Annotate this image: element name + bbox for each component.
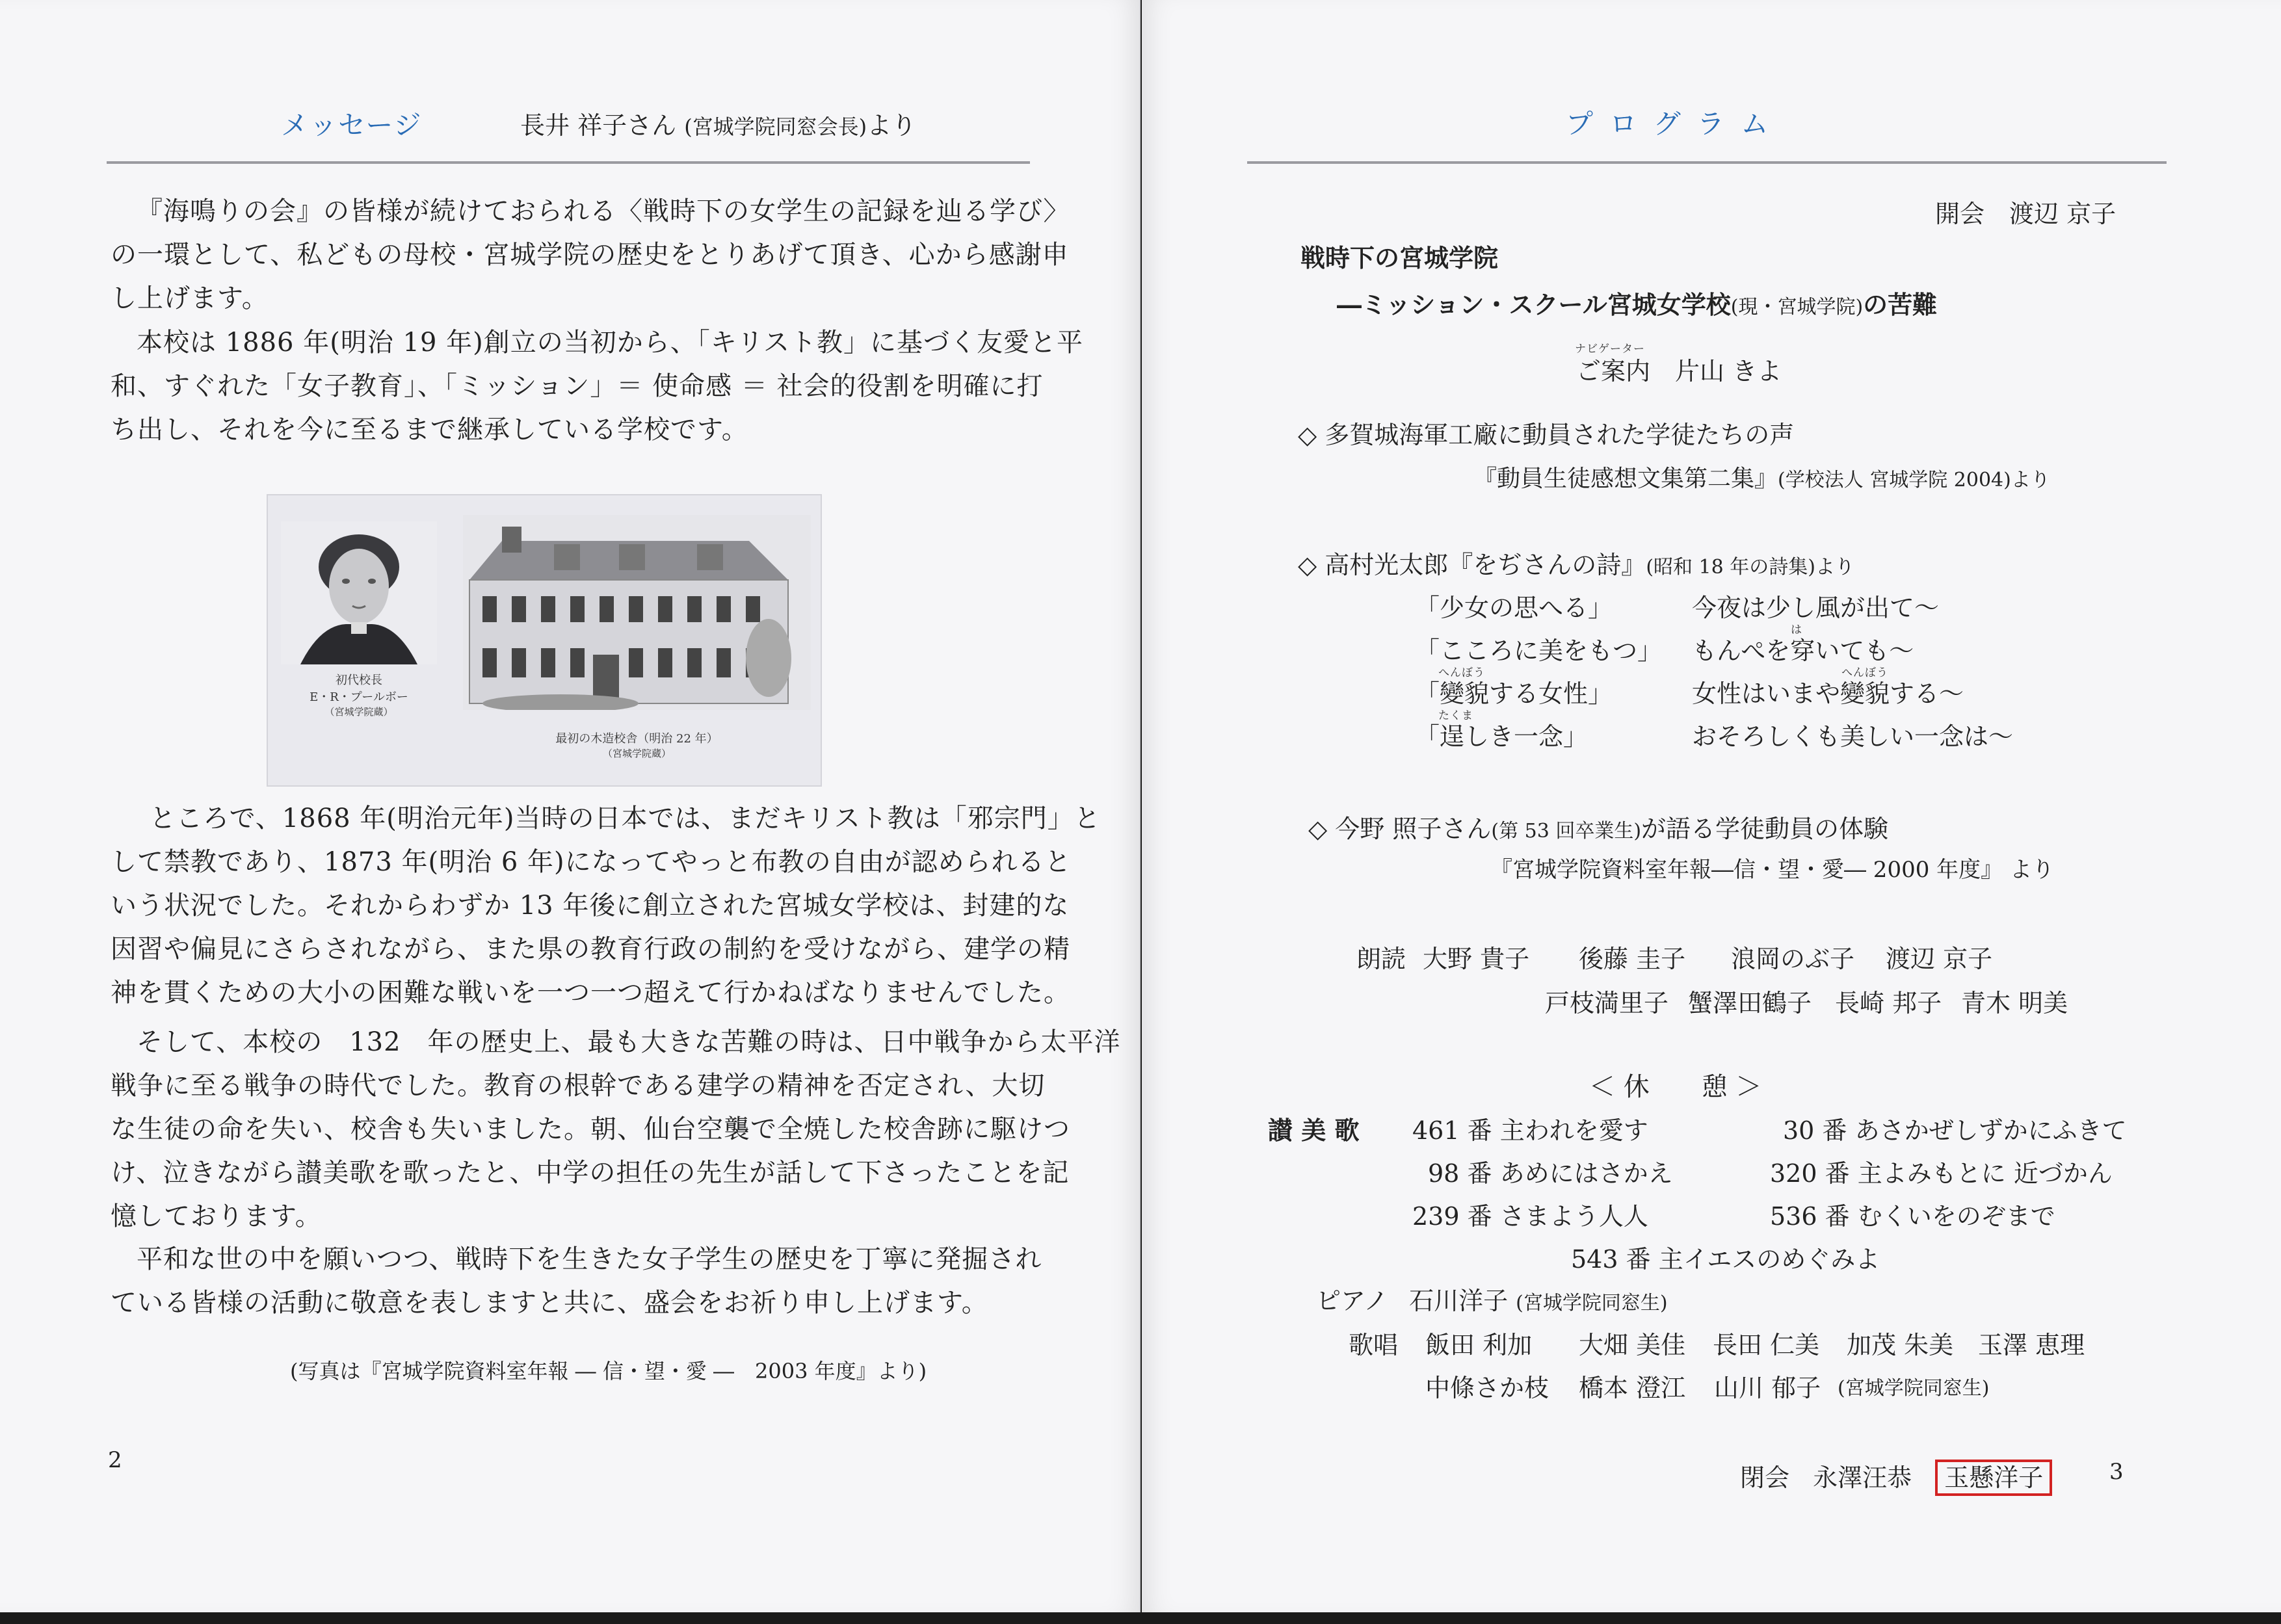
portrait-image — [281, 521, 437, 718]
reader-name: 浪岡のぶ子 — [1731, 945, 1855, 973]
title-main: ―ミッション・スクール宮城女学校 — [1337, 290, 1731, 319]
para3-line: して禁教であり、1873 年(明治 6 年)になってやっと布教の自由が認められると — [111, 847, 1072, 877]
piano-name: 石川洋子 — [1409, 1287, 1509, 1315]
hymn-number: 536 — [1770, 1202, 1817, 1231]
item1-source — [1473, 460, 2050, 493]
title-end: の苦難 — [1863, 290, 1938, 319]
item3-rest: が語る学徒動員の体験 — [1641, 815, 1889, 843]
poem-line: 今夜は少し風が出て～ — [1692, 594, 1940, 622]
choir-row-1 — [1425, 1325, 2206, 1357]
hymn-number: 30 — [1783, 1116, 1815, 1145]
author-suffix: より — [867, 111, 917, 140]
reader-name: 大野 貴子 — [1423, 945, 1530, 973]
source-note: (学校法人 宮城学院 2004)より — [1778, 469, 2050, 491]
para2-line: 和、すぐれた「女子教育」、「ミッション」＝ 使命感 ＝ 社会的役割を明確に打 — [111, 371, 1044, 401]
para5-line: 平和な世の中を願いつつ、戦時下を生きた女子学生の歴史を丁寧に発掘され — [137, 1244, 1042, 1274]
hymn-title: むくいをのぞまで — [1857, 1202, 2055, 1231]
caption-line: 初代校長 — [336, 674, 382, 687]
choir-name: 飯田 利加 — [1425, 1331, 1533, 1359]
intermission-label: ＜ 休 憩 ＞ — [1589, 1072, 1762, 1102]
hymn-number: 239 — [1412, 1202, 1460, 1231]
choir-label: 歌唱 — [1349, 1331, 1399, 1359]
item2-title: ◇ 高村光太郎『をぢさんの詩』 — [1298, 551, 1646, 579]
reader-name: 蟹澤田鶴子 — [1688, 989, 1812, 1017]
poem-title-ruby: たくま — [1438, 709, 1473, 722]
program-item-1: ◇ 多賀城海軍工廠に動員された学徒たちの声 — [1298, 421, 1795, 449]
historical-photo — [267, 494, 822, 787]
building-image — [463, 515, 811, 759]
para3-line: 因習や偏見にさらされながら、また県の教育行政の制約を受けながら、建学の精 — [111, 934, 1070, 964]
portrait-caption — [281, 671, 437, 718]
page-number-right: 3 — [2109, 1459, 2124, 1485]
program-heading: プ ロ グ ラ ム — [1566, 108, 1773, 140]
hymn-entry — [1412, 1110, 1648, 1146]
hymn-ban: 番 — [1822, 1116, 1847, 1145]
para3-line: 神を貫くための大小の困難な戦いを一つ一つ超えて行かねばなりませんでした。 — [111, 978, 1070, 1008]
item3-source: 『宮城学院資料室年報―信・望・愛― 2000 年度』 より — [1490, 857, 2054, 883]
hymn-title: 主よみもとに 近づかん — [1857, 1159, 2113, 1188]
poem-title: 「逞しき一念」 — [1415, 722, 1589, 751]
choir-note: (宮城学院同窓生) — [1838, 1377, 1990, 1400]
page-number-left: 2 — [108, 1447, 122, 1473]
hymn-title: あさかぜしずかにふきて — [1854, 1116, 2127, 1145]
hymn-title: あめにはさかえ — [1499, 1159, 1673, 1188]
choir-name: 大畑 美佳 — [1579, 1331, 1686, 1359]
hymn-ban: 番 — [1467, 1202, 1492, 1231]
choir-name: 玉澤 恵理 — [1978, 1331, 2085, 1359]
caption-line: E・R・プールボー — [310, 690, 408, 704]
right-header-rule — [1247, 161, 2167, 164]
closing-label: 閉会 — [1740, 1463, 1790, 1492]
poem-line: おそろしくも美しい一念は～ — [1692, 722, 2014, 751]
hymn-label: 讃 美 歌 — [1268, 1116, 1360, 1145]
hymn-number: 543 — [1571, 1245, 1618, 1274]
opening-line: 開会 渡辺 京子 — [1935, 200, 2116, 228]
hymn-entry — [1412, 1196, 1648, 1232]
hymn-ban: 番 — [1467, 1159, 1492, 1188]
piano-line — [1316, 1281, 1668, 1316]
hymn-entry — [1770, 1196, 2055, 1232]
item3-note: (第 53 回卒業生) — [1491, 820, 1642, 843]
reader-name: 長崎 邦子 — [1835, 989, 1942, 1017]
paragraph-4 — [111, 1021, 1121, 1238]
para4-line: そして、本校の 132 年の歴史上、最も大きな苦難の時は、日中戦争から太平洋 — [137, 1027, 1121, 1057]
caption-line: （宮城学院蔵） — [324, 706, 393, 718]
poem-title: 「こころに美をもつ」 — [1415, 636, 1663, 665]
closing-name-2-highlight: 玉懸洋子 — [1935, 1460, 2052, 1496]
para3-line: いう状況でした。それからわずか 13 年後に創立された宮城女学校は、封建的な — [111, 891, 1070, 921]
piano-note: (宮城学院同窓生) — [1516, 1292, 1668, 1315]
item2-note: (昭和 18 年の詩集)より — [1646, 556, 1854, 579]
hymn-title: 主われを愛す — [1499, 1116, 1648, 1145]
program-item-2 — [1298, 545, 1854, 581]
navigator-line: ご案内 片山 きよ — [1576, 357, 1782, 386]
title-note: (現・宮城学院) — [1730, 296, 1864, 319]
reader-name: 後藤 圭子 — [1579, 945, 1686, 973]
program-title-1: 戦時下の宮城学院 — [1300, 243, 1499, 272]
poem-title-ruby: へんぼう — [1438, 666, 1485, 679]
poem-line: 女性はいまや變貌する～ — [1692, 679, 1964, 708]
source-title: 『動員生徒感想文集第二集』 — [1473, 465, 1778, 492]
paragraph-2 — [111, 321, 1083, 452]
para4-line: 憶しております。 — [111, 1201, 322, 1231]
poem-line-ruby: は — [1791, 623, 1802, 636]
building-caption — [463, 729, 811, 760]
paragraph-1 — [111, 190, 1070, 321]
para5-line: ている皆様の活動に敬意を表しますと共に、盛会をお祈り申し上げます。 — [111, 1288, 988, 1318]
reader-name: 戸枝満里子 — [1545, 989, 1669, 1017]
choir-name: 橋本 澄江 — [1579, 1374, 1686, 1402]
para1-line: 『海鳴りの会』の皆様が続けておられる〈戦時下の女学生の記録を辿る学び〉 — [137, 196, 1070, 226]
choir-name: 山川 郁子 — [1714, 1374, 1821, 1402]
para4-line: 戦争に至る戦争の時代でした。教育の根幹である建学の精神を否定され、大切 — [111, 1071, 1046, 1101]
choir-name: 加茂 朱美 — [1847, 1331, 1954, 1359]
hymn-entry — [1571, 1239, 1880, 1275]
poem-line: もんぺを穿いても～ — [1692, 636, 1914, 665]
hymn-title: さまよう人人 — [1499, 1202, 1648, 1231]
left-header-rule — [107, 161, 1030, 164]
hymn-entry — [1770, 1153, 2113, 1189]
item3-name: ◇ 今野 照子さん — [1308, 815, 1492, 843]
left-page — [0, 0, 1140, 1612]
para2-line: 本校は 1886 年(明治 19 年)創立の当初から、「キリスト教」に基づく友愛と平 — [137, 328, 1083, 358]
choir-row-2 — [1425, 1368, 2206, 1400]
poem-line-ruby: へんぼう — [1841, 666, 1888, 679]
author-note: (宮城学院同窓会長) — [684, 114, 867, 139]
paragraph-5 — [111, 1238, 1042, 1325]
poem-title: 「少女の思へる」 — [1415, 594, 1613, 622]
hymn-ban: 番 — [1467, 1116, 1492, 1145]
right-page — [1142, 0, 2281, 1612]
hymn-list — [1142, 1110, 2281, 1274]
para4-line: な生徒の命を失い、校舎も失いました。朝、仙台空襲で全焼した校舎跡に駆けつ — [111, 1114, 1070, 1144]
hymn-entry — [1783, 1110, 2127, 1146]
hymn-ban: 番 — [1825, 1202, 1850, 1231]
program-item-3 — [1308, 809, 1888, 845]
hymn-ban: 番 — [1825, 1159, 1850, 1188]
message-heading: メッセージ — [281, 109, 423, 141]
photo-source-note: (写真は『宮城学院資料室年報 ― 信・望・愛 ― 2003 年度』より) — [290, 1359, 927, 1383]
choir-name: 長田 仁美 — [1713, 1331, 1820, 1359]
reading-label: 朗読 — [1356, 945, 1406, 973]
poem-title: 「變貌する女性」 — [1415, 679, 1613, 708]
para1-line: し上げます。 — [111, 283, 269, 313]
hymn-number: 320 — [1770, 1159, 1817, 1188]
para4-line: け、泣きながら讃美歌を歌ったと、中学の担任の先生が話して下さったことを記 — [111, 1158, 1070, 1188]
hymn-ban: 番 — [1626, 1245, 1651, 1274]
hymn-number: 98 — [1428, 1159, 1460, 1188]
caption-line: （宮城学院蔵） — [602, 748, 671, 759]
caption-line: 最初の木造校舎（明治 22 年） — [555, 732, 719, 746]
reader-name: 渡辺 京子 — [1886, 945, 1993, 973]
para3-line: ところで、1868 年(明治元年)当時の日本では、まだキリスト教は「邪宗門」と — [150, 804, 1101, 833]
navigator-ruby: ナビゲーター — [1575, 343, 1645, 356]
closing-name-1: 永澤汪恭 — [1813, 1463, 1912, 1492]
reader-name: 青木 明美 — [1961, 989, 2068, 1017]
hymn-title: 主イエスのめぐみよ — [1658, 1245, 1880, 1274]
author-name: 長井 祥子さん — [520, 111, 677, 140]
hymn-entry — [1428, 1153, 1673, 1189]
paragraph-3 — [111, 797, 1101, 1015]
closing-line — [1740, 1458, 2052, 1493]
piano-label: ピアノ — [1316, 1287, 1388, 1315]
para2-line: ち出し、それを今に至るまで継承している学校です。 — [111, 415, 748, 445]
para1-line: の一環として、私どもの母校・宮城学院の歴史をとりあげて頂き、心から感謝申 — [111, 240, 1069, 270]
program-title-2 — [1337, 285, 1937, 321]
message-author — [520, 105, 916, 141]
choir-name: 中條さか枝 — [1425, 1374, 1549, 1402]
hymn-number: 461 — [1412, 1116, 1460, 1145]
